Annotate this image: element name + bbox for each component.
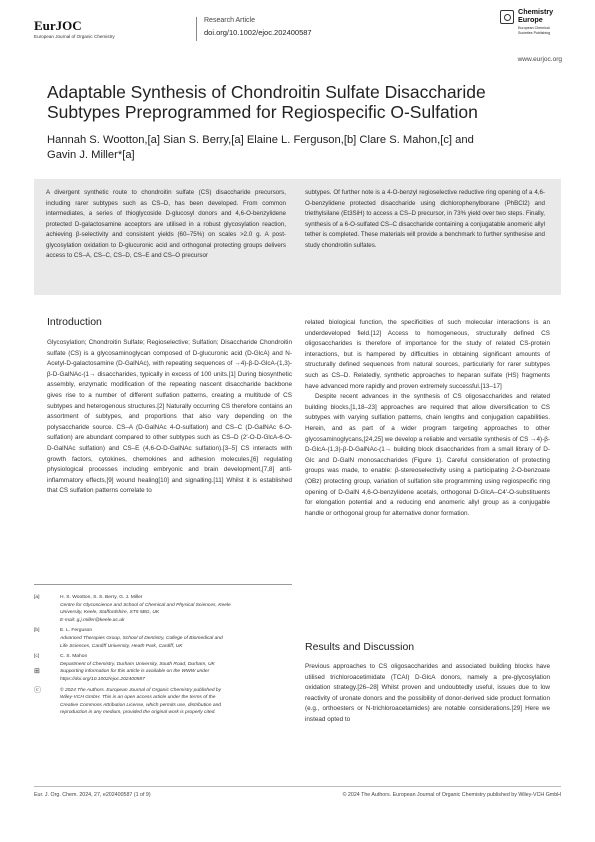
article-type: Research Article [204, 17, 255, 24]
open-access-icon: ⓒ [34, 686, 41, 694]
footnote-line: C. S. Mahon [60, 654, 88, 660]
publisher-tagline [518, 26, 550, 35]
footnote-line: H. S. Wootton, S. S. Berry, G. J. Miller [60, 595, 143, 600]
publisher-name [518, 8, 553, 24]
footnote-line: © 2024 The Authors. European Journal of Organic Chemistry published by [60, 687, 222, 693]
header-divider [196, 17, 197, 41]
supporting-info-link[interactable]: https://doi.org/10.1002/ejoc.202400587 [60, 676, 145, 682]
paragraph: related biological function, the specificities of such molecular interactions is an underdeveloped field.[12] Access to homogeneous, structurally defined CS oligosaccharides is therefore of importance for the study of related CS-protein interactions, but is hampered by difficulties in obtaining significant amounts of structurally defined sequences from natural sources, particularly for rarer subtypes such as CS–D. Relatedly, synthetic approaches to heparan sulfate (HS) fragments have advanced more rapidly and proven extremely successful.[13–17] [305, 319, 550, 390]
footnote-divider [34, 584, 292, 585]
supporting-info-icon: ⊞ [34, 668, 40, 676]
article-title-line1: Adaptable Synthesis of Chondroitin Sulfate Disaccharide [47, 82, 486, 102]
footnote-line: E. L. Ferguson [60, 628, 93, 634]
footnote-line: Creative Commons Attribution License, which permits use, distribution and [60, 702, 222, 708]
introduction-paragraph: Glycosylation; Chondroitin Sulfate; Regioselective; Sulfation; Disaccharide Chondroitin sulfate (CS) is a glycosaminoglycan composed of D-glucuronic acid (D-GlcA) and N-Acetyl-D-galactosamine (D-GalNAc), with repeating sequences of →4)-β-D-GlcA-(1,3)-β-D-GalNAc-(1→ disaccharides, typically in excess of 100 units.[1] During biosynthetic assembly, enzymatic modification of the repeating nascent disaccharide backbone gives rise to a number of different sulfation patterns, creating a multitude of CS subtypes and heterogenous structures.[2] Naturally occurring CS therefore contains an assortment of subtypes, and proportions that also vary depending on the polysaccharide source. CS–A (D-GalNAc 4-O-sulfation) and CS–C (D-GalNAc 6-O-sulfation) are abundant compared to other subtypes such as CS–D (2′-O-D-GlcA-6-O-D-GalNAc sulfation) and CS–E (4,6-O-D-GalNAc sulfation).[3–5] CS interacts with growth factors, cytokines, chemokines and adhesion molecules,[6] regulating physiological processes including embryonic and brain development,[7,8] anti-inflammatory effects,[9] wound healing[10] and signalling.[11] Whilst it is established that CS sulfation patterns correlate to [47, 339, 292, 495]
footnote-tag: [b] [34, 628, 40, 634]
journal-full-name: European Journal of Organic Chemistry [34, 34, 115, 39]
footnote-tag: [c] [34, 654, 40, 660]
copyright-footer: © 2024 The Authors. European Journal of Organic Chemistry published by Wiley-VCH GmbH [342, 792, 561, 798]
footnote-license [34, 687, 296, 717]
journal-logo: EurJOC [34, 18, 82, 33]
abstract-right-column: subtypes. Of further note is a 4-O-benzyl regioselective reductive ring opening of a 4,6-O-benzylidene protected disaccharide using dichlorophenylborane (PhBCl2) and triethylsilane (Et3SiH) to access a CS–D precursor, in 73% yield over two steps. Finally, synthesis of a 6-O-sulfated CS–C disaccharide containing a conjugatable anomeric allyl tether is completed. These materials will provide a benchmark to further synthesise and study chondroitin sulfates. [305, 189, 545, 249]
footnote-line: Advanced Therapies Group, School of Dentistry, College of Biomedical and [60, 635, 223, 641]
footnote-line: Department of Chemistry, Durham University, South Road, Durham, UK [60, 661, 215, 667]
publisher-tagline-line2: Societies Publishing [518, 30, 551, 35]
introduction-heading: Introduction [47, 316, 102, 328]
results-heading: Results and Discussion [305, 641, 415, 653]
footnote-line: University, Keele, Staffordshire, ST5 5BG, UK [60, 610, 160, 616]
footnote-line: Centre for Glycoscience and School of Chemical and Physical Sciences, Keele [60, 602, 231, 608]
chemistry-europe-logo [500, 8, 564, 48]
doi-link[interactable]: doi.org/10.1002/ejoc.202400587 [204, 28, 312, 37]
footnote-tag: [a] [34, 595, 40, 600]
publisher-name-line1: Chemistry [518, 7, 554, 16]
citation-footer: Eur. J. Org. Chem. 2024, 27, e202400587 (1 of 9) [34, 792, 151, 798]
footnote-affiliation-b [34, 627, 296, 650]
abstract-left-column: A divergent synthetic route to chondroitin sulfate (CS) disaccharide precursors, including rarer subtypes such as CS–D, has been developed. From common intermediates, a series of thioglycoside D-glucosyl donors and 4,6-O-benzylidene protected D-galactosamine acceptors are utilised in a robust glycosylation reaction, achieving β-selectivity and consistent yields (60–75%) on scales >2.0 g. A post-glycosylation oxidation to D-glucuronic acid and orthogonal protecting groups delivers access to CS–A, CS–C, CS–D, CS–E and CS–O precursor [46, 189, 286, 259]
results-paragraph: Previous approaches to CS oligosaccharides and associated building blocks have utilised trichloroacetimidate (TCAI) D-GlcA donors, namely a pre-glycosylation oxidation strategy.[26–28] Whilst proven and undoubtedly useful, issues due to low reactivity of uronate donors and the possibility of donor-derived side product formation (e.g., orthoesters or N-trichloroacetamides) are notable considerations.[29] Here we instead opted to [305, 663, 550, 723]
article-title-line2: Subtypes Preprogrammed for Regiospecific O-Sulfation [47, 102, 478, 122]
footnote-line: reproduction in any medium, provided the original work is properly cited. [60, 710, 216, 716]
footnote-supporting-info [34, 668, 296, 683]
footnote-line: Supporting information for this article is available on the WWW under [60, 669, 210, 675]
footer-divider [34, 786, 561, 787]
footnote-line: Life Sciences, Cardiff University, Heath Park, Cardiff, UK [60, 643, 183, 649]
publisher-tagline-line1: European Chemical [518, 26, 550, 30]
abstract-box [34, 179, 561, 295]
article-title [47, 82, 557, 122]
authors-line1: Hannah S. Wootton,[a] Sian S. Berry,[a] Elaine L. Ferguson,[b] Clare S. Mahon,[c] and [47, 134, 474, 146]
footnote-affiliation-a [34, 594, 296, 624]
footnote-affiliation-c [34, 653, 296, 668]
chemistry-europe-logo-icon [500, 10, 514, 24]
paragraph: Despite recent advances in the synthesis of CS oligosaccharides and related building blocks,[1,18–23] approaches are required that allow diversification to CS subtypes with varying sulfation patterns, chain lengths and conjugation capabilities. Herein, and as part of a wider program targeting approaches to other glycosaminoglycans,[24,25] we develop a reliable and versatile synthesis of CS →4)-β-D-GlcA-(1,3)-β-D-GalNAc-(1→ building block disaccharides from a small library of D-Glc and D-GalN monosaccharides (Figure 1). Careful consideration of protecting groups was made, to enable: β-stereoselectivity using a participating 2-O-benzoate (OBz) protecting group, variation of sulfation site programming using regiospecific ring opening of D-GalN 4,6-O-benzylidene acetals, orthogonal D-GlcA–C4′-O-substituents for elongation potential and a reducing end anomeric allyl group as a conjugable handle or orthogonal group for alternative donor formation. [305, 393, 550, 517]
publisher-name-line2: Europe [518, 15, 543, 24]
authors-line2: Gavin J. Miller*[a] [47, 149, 135, 161]
author-list [47, 133, 547, 163]
footnote-email[interactable]: E-mail: g.j.miller@keele.ac.uk [60, 617, 125, 623]
footnotes [34, 594, 296, 717]
footnote-line: Wiley-VCH GmbH. This is an open access article under the terms of the [60, 695, 216, 701]
right-column-text [305, 318, 550, 519]
journal-website-link[interactable]: www.eurjoc.org [517, 56, 562, 63]
